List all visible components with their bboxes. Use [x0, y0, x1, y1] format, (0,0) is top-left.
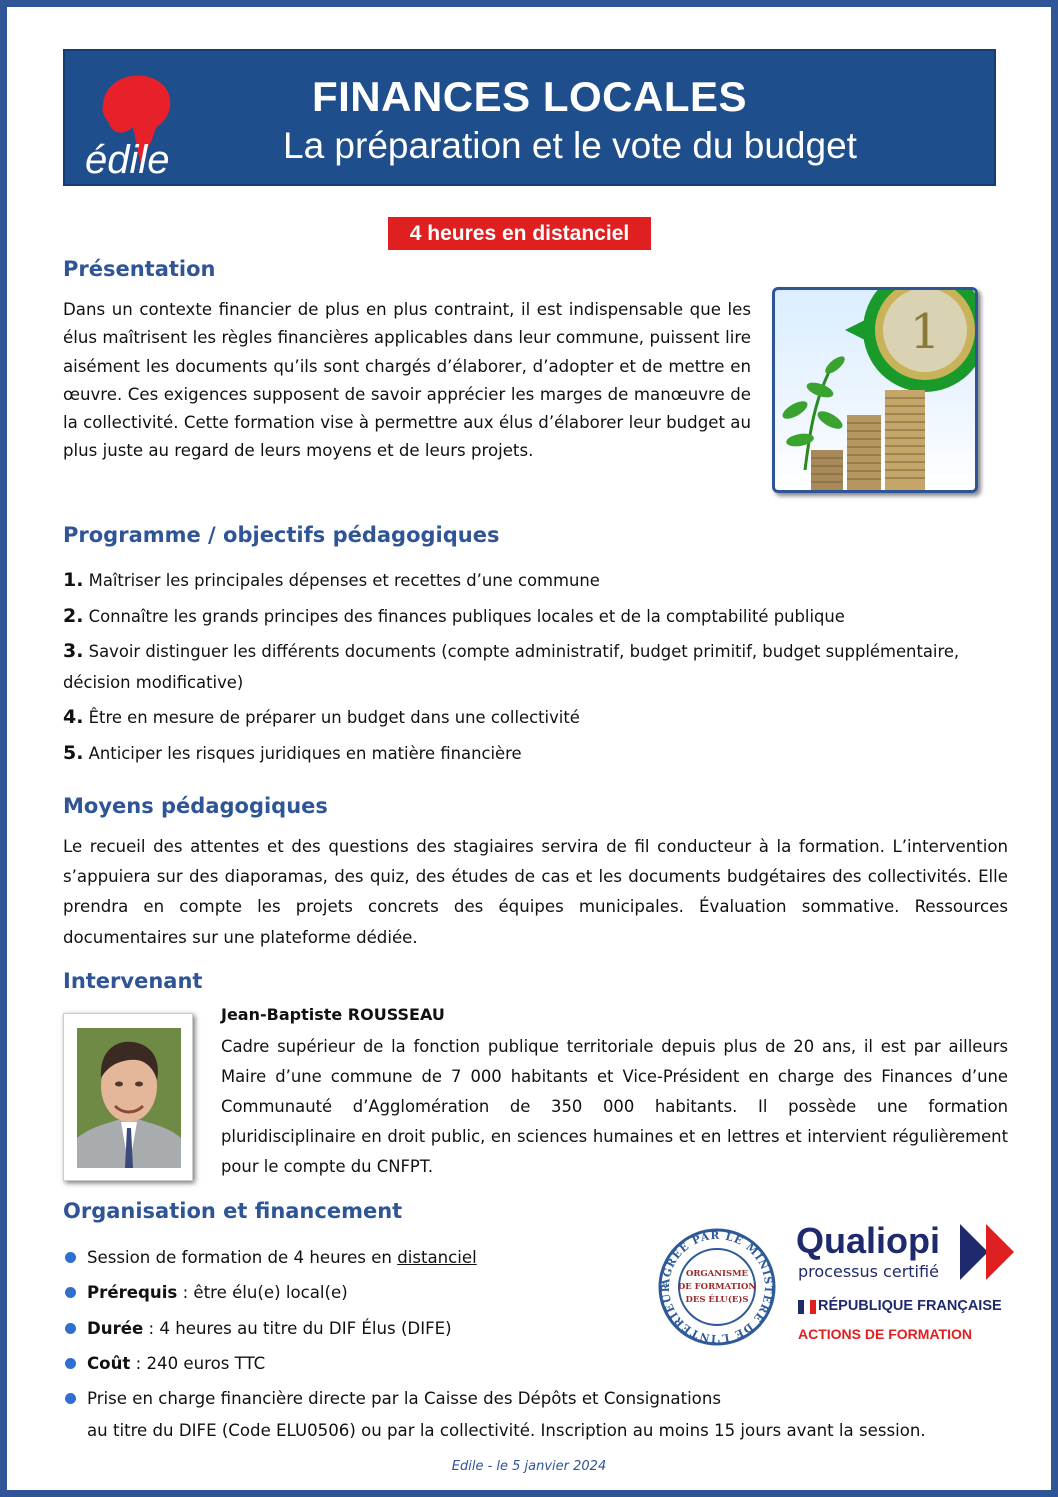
svg-text:DES ÉLU(E)S: DES ÉLU(E)S — [685, 1295, 749, 1305]
programme-item: 4. Être en mesure de préparer un budget dans une collectivité — [63, 706, 580, 728]
page-title: FINANCES LOCALES — [311, 73, 747, 120]
section-heading-organisation: Organisation et financement — [63, 1199, 403, 1223]
section-heading-presentation: Présentation — [63, 257, 216, 281]
qualiopi-arrow-icon — [958, 1222, 1016, 1282]
programme-item: 1. Maîtriser les principales dépenses et recettes d’une commune — [63, 569, 600, 591]
header-banner — [63, 49, 996, 186]
section-heading-moyens: Moyens pédagogiques — [63, 794, 328, 818]
speaker-bio: Cadre supérieur de la fonction publique territoriale depuis plus de 20 ans, il est par ailleurs Maire d’une commune de 7 000 habitants et Vice-Président en charge des Finances d’une Communauté d’Agglomération de 350 000 habitants. Il possède une formation pluridisciplinaire en droit public, en sciences humaines et en lettres et intervient régulièrement pour le compte du CNFPT. — [221, 1037, 1008, 1176]
list-item: Prise en charge financière directe par la Caisse des Dépôts et Consignations — [63, 1381, 963, 1416]
list-item-continuation: au titre du DIFE (Code ELU0506) ou par la collectivité. Inscription au moins 15 jours avant la session. — [87, 1421, 926, 1441]
coins-image — [772, 287, 978, 493]
programme-item: 5. Anticiper les risques juridiques en matière financière — [63, 741, 522, 764]
format-badge: 4 heures en distanciel — [388, 217, 651, 250]
french-flag-icon — [798, 1300, 816, 1314]
section-heading-intervenant: Intervenant — [63, 969, 203, 993]
programme-list — [63, 563, 1008, 771]
list-item: Session de formation de 4 heures en distanciel — [63, 1240, 963, 1275]
speaker-name: Jean-Baptiste ROUSSEAU — [221, 1005, 445, 1024]
qualiopi-subtitle: processus certifié — [798, 1262, 939, 1281]
list-item: Coût : 240 euros TTC — [63, 1346, 963, 1381]
qualiopi-logo — [796, 1220, 1026, 1350]
distanciel-text: distanciel — [397, 1248, 477, 1267]
svg-text:1: 1 — [909, 304, 941, 360]
svg-text:ORGANISME: ORGANISME — [685, 1269, 749, 1279]
qualiopi-brand: Qualiopi — [796, 1220, 940, 1261]
moyens-text: Le recueil des attentes et des questions des stagiaires servira de fil conducteur à la formation. L’intervention s’appuiera sur des diaporamas, des quiz, des études de cas et les documents budgétaires des collectivités. Elle prendra en compte les projets concrets des équipes municipales. Évaluation sommative. Ressources documentaires sur une plateforme dédiée. — [63, 837, 1008, 947]
svg-text:DE FORMATION: DE FORMATION — [677, 1282, 757, 1292]
programme-item: 3. Savoir distinguer les différents documents (compte administratif, budget primitif, budget supplémentaire, décision modificative) — [63, 640, 960, 692]
list-item: Prérequis : être élu(e) local(e) — [63, 1275, 963, 1310]
republique-francaise-label: RÉPUBLIQUE FRANÇAISE — [818, 1298, 1002, 1314]
ministry-seal-stamp — [657, 1228, 777, 1346]
svg-text:AGRÉÉ PAR LE MINISTÈRE DE L'IN: AGRÉÉ PAR LE MINISTÈRE DE L'INTÉRIEUR — [659, 1229, 775, 1345]
presentation-text: Dans un contexte financier de plus en plus contraint, il est indispensable que les élus maîtrisent les règles financières applicables dans leur commune, puissent lire aisément les documents qu’ils sont chargés d’élaborer, d’adopter et de mettre en œuvre. Ces exigences supposent de savoir apprécier les marges de manœuvre de la collectivité. Cette formation vise à permettre aux élus d’élaborer leur budget au plus juste au regard de leurs moyens et de leurs projets. — [63, 300, 751, 461]
programme-item: 2. Connaître les grands principes des finances publiques locales et de la comptabilité publique — [63, 604, 845, 627]
actions-de-formation-label: ACTIONS DE FORMATION — [798, 1326, 972, 1342]
footer-text: Edile - le 5 janvier 2024 — [451, 1459, 607, 1474]
page-subtitle: La préparation et le vote du budget — [283, 125, 857, 166]
section-heading-programme: Programme / objectifs pédagogiques — [63, 523, 500, 547]
svg-text:édile: édile — [85, 138, 170, 179]
list-item: Durée : 4 heures au titre du DIF Élus (DIFE) — [63, 1311, 963, 1346]
speaker-photo — [63, 1013, 193, 1181]
